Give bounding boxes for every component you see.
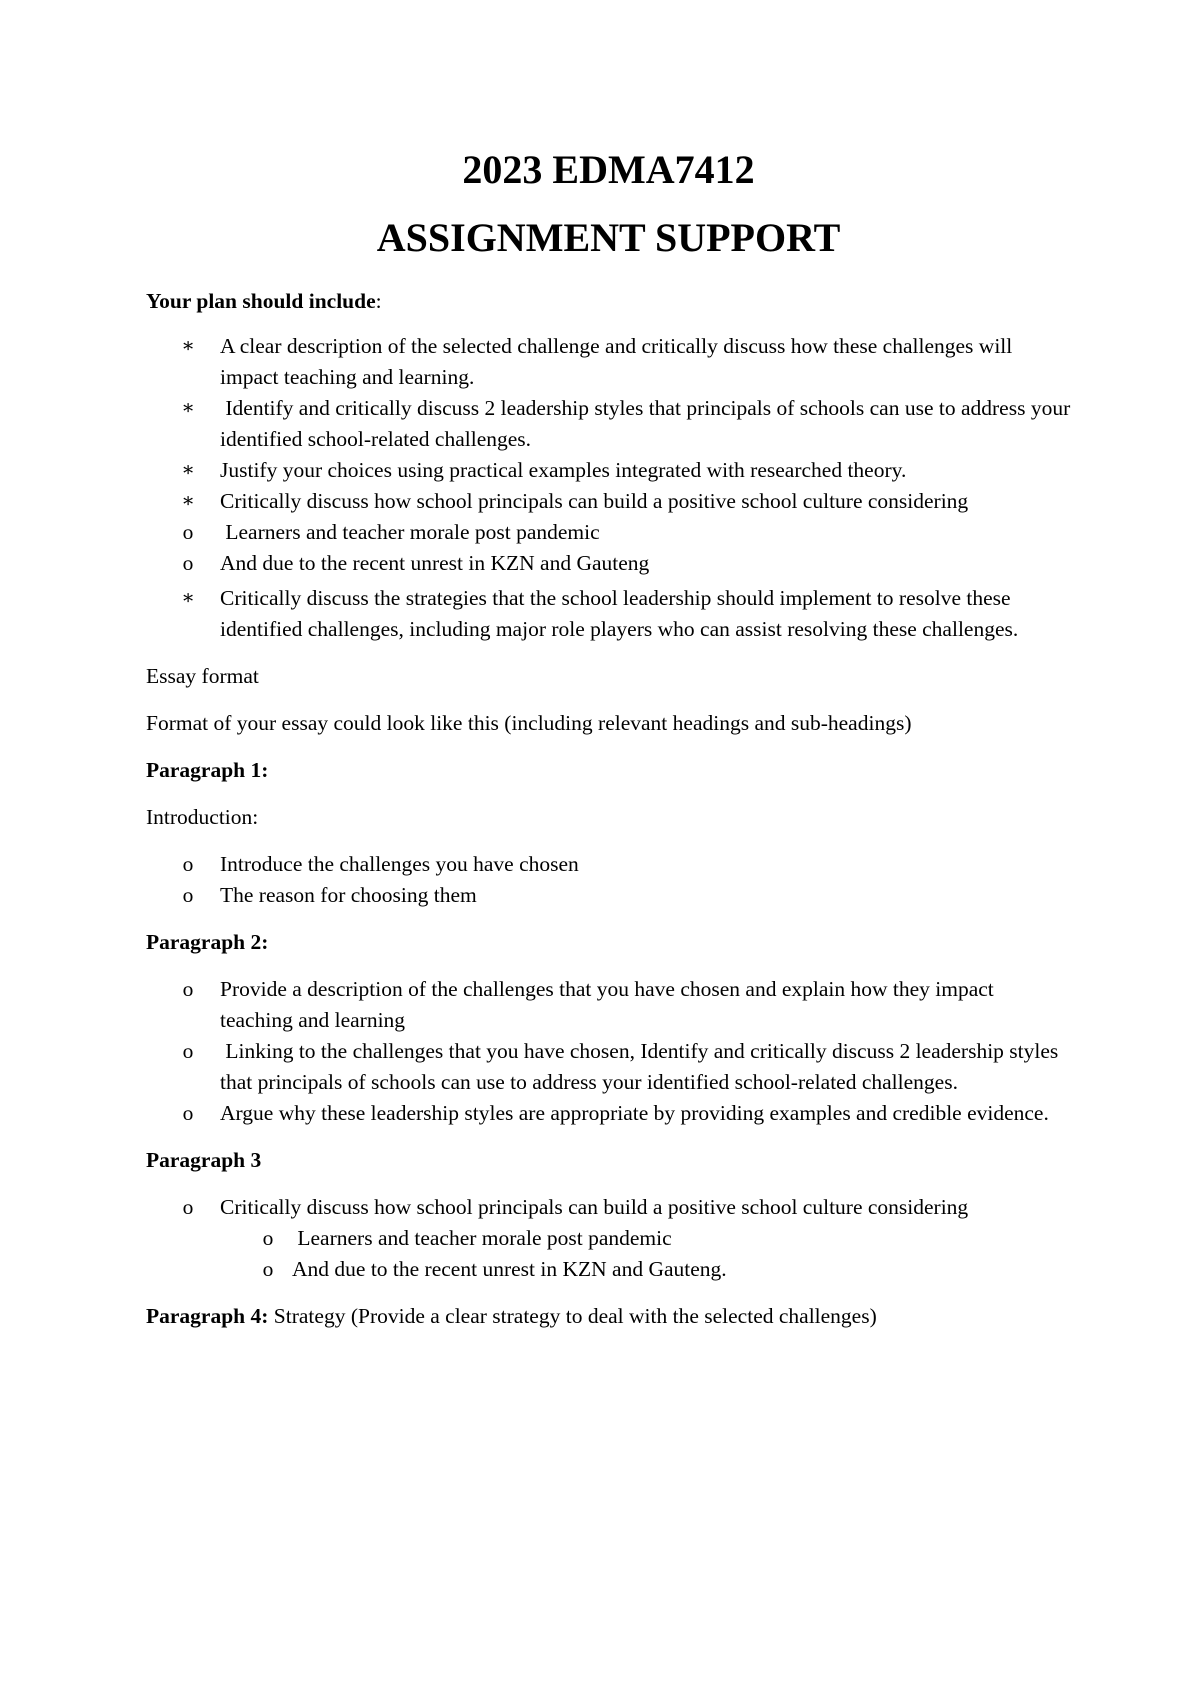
essay-format-label: Essay format bbox=[146, 664, 259, 688]
list-item bbox=[146, 393, 1076, 455]
plan-sublist bbox=[146, 517, 1071, 579]
paragraph-3-list bbox=[146, 1192, 1071, 1285]
list-item bbox=[146, 974, 1071, 1036]
list-item bbox=[146, 880, 1071, 911]
plan-heading bbox=[146, 286, 1071, 317]
document-body bbox=[146, 146, 1076, 1348]
paragraph-4-heading: Paragraph 4: bbox=[146, 1304, 269, 1328]
paragraph-1-heading: Paragraph 1: bbox=[146, 758, 269, 782]
paragraph-2-heading: Paragraph 2: bbox=[146, 930, 269, 954]
list-item bbox=[146, 583, 1071, 645]
asterisk-bullet-icon: ∗ bbox=[181, 397, 195, 419]
plan-item-text: A clear description of the selected challenge and critically discuss how these challenges will impact teaching and learning. bbox=[220, 334, 1013, 389]
plan-heading-colon: : bbox=[375, 289, 382, 313]
paragraph-3-subitem-text: Learners and teacher morale post pandemic bbox=[292, 1226, 672, 1250]
paragraph-1-item-text: The reason for choosing them bbox=[220, 883, 477, 907]
plan-item-text: Justify your choices using practical examples integrated with researched theory. bbox=[220, 458, 907, 482]
circle-bullet-icon: o bbox=[182, 1039, 194, 1063]
paragraph-4 bbox=[146, 1301, 1071, 1332]
paragraph-3-sublist bbox=[146, 1223, 1071, 1285]
format-intro: Format of your essay could look like this (including relevant headings and sub-headings) bbox=[146, 711, 912, 735]
circle-bullet-icon: o bbox=[182, 852, 194, 876]
circle-bullet-icon: o bbox=[182, 883, 194, 907]
asterisk-bullet-icon: ∗ bbox=[181, 587, 195, 609]
paragraph-3-subitem-text: And due to the recent unrest in KZN and Gauteng. bbox=[292, 1257, 727, 1281]
paragraph-1-label: Introduction: bbox=[146, 805, 259, 829]
plan-item-text: Identify and critically discuss 2 leadership styles that principals of schools can use to address your identified school-related challenges. bbox=[220, 396, 1076, 451]
list-item bbox=[146, 1036, 1071, 1098]
paragraph-2-item-text: Argue why these leadership styles are appropriate by providing examples and credible evidence. bbox=[220, 1101, 1049, 1125]
plan-item-text: Critically discuss the strategies that the school leadership should implement to resolve these identified challenges, including major role players who can assist resolving these challenges. bbox=[220, 586, 1019, 641]
list-item bbox=[146, 455, 1071, 486]
circle-bullet-icon: o bbox=[262, 1226, 274, 1250]
list-item bbox=[146, 849, 1071, 880]
asterisk-bullet-icon: ∗ bbox=[181, 490, 195, 512]
list-item bbox=[146, 1254, 1071, 1285]
circle-bullet-icon: o bbox=[182, 1195, 194, 1219]
plan-subitem-text: And due to the recent unrest in KZN and Gauteng bbox=[220, 551, 650, 575]
plan-list bbox=[146, 331, 1076, 645]
paragraph-3-item-text: Critically discuss how school principals can build a positive school culture considering bbox=[220, 1195, 969, 1219]
circle-bullet-icon: o bbox=[182, 520, 194, 544]
paragraph-2-item-text: Linking to the challenges that you have chosen, Identify and critically discuss 2 leadership styles that principals of schools can use to address your identified school-related challenges. bbox=[220, 1039, 1064, 1094]
list-item bbox=[146, 1192, 1071, 1285]
circle-bullet-icon: o bbox=[182, 1101, 194, 1125]
document-title-assignment: ASSIGNMENT SUPPORT bbox=[376, 215, 841, 260]
asterisk-bullet-icon: ∗ bbox=[181, 335, 195, 357]
list-item bbox=[146, 1223, 1071, 1254]
document-title-course: 2023 EDMA7412 bbox=[462, 147, 755, 192]
paragraph-1-list bbox=[146, 849, 1071, 911]
paragraph-3-heading: Paragraph 3 bbox=[146, 1148, 262, 1172]
list-item bbox=[146, 331, 1071, 393]
circle-bullet-icon: o bbox=[182, 551, 194, 575]
paragraph-2-item-text: Provide a description of the challenges that you have chosen and explain how they impact teaching and learning bbox=[220, 977, 994, 1032]
paragraph-4-text: Strategy (Provide a clear strategy to deal with the selected challenges) bbox=[268, 1304, 877, 1328]
plan-heading-text: Your plan should include bbox=[146, 289, 376, 313]
plan-subitem-text: Learners and teacher morale post pandemic bbox=[220, 520, 600, 544]
paragraph-2-list bbox=[146, 974, 1071, 1129]
circle-bullet-icon: o bbox=[182, 977, 194, 1001]
list-item bbox=[146, 486, 1071, 579]
list-item bbox=[146, 548, 1071, 579]
asterisk-bullet-icon: ∗ bbox=[181, 459, 195, 481]
plan-item-text: Critically discuss how school principals can build a positive school culture considering bbox=[220, 489, 969, 513]
circle-bullet-icon: o bbox=[262, 1257, 274, 1281]
list-item bbox=[146, 1098, 1071, 1129]
paragraph-1-item-text: Introduce the challenges you have chosen bbox=[220, 852, 579, 876]
list-item bbox=[146, 517, 1071, 548]
